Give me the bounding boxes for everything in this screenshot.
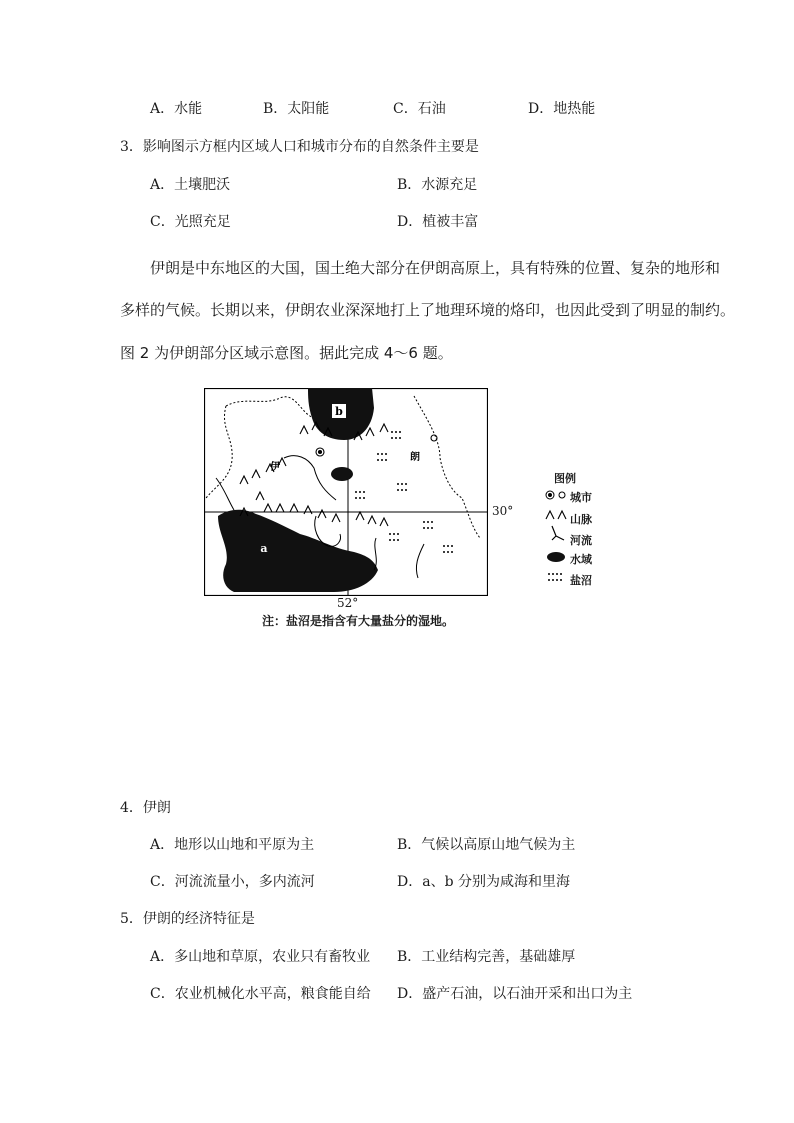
legend-river-icon	[552, 526, 564, 540]
legend-mountain-icon	[546, 511, 566, 519]
q3-option-d[interactable]: D．植被丰富	[397, 214, 479, 230]
q3-option-b[interactable]: B．水源充足	[397, 177, 478, 193]
lake	[331, 467, 353, 481]
q5-stem: 5．伊朗的经济特征是	[120, 911, 255, 927]
q4-option-c[interactable]: C．河流流量小，多内流河	[150, 874, 315, 890]
legend-item-marsh: 盐沼	[570, 574, 592, 587]
legend-item-mountain: 山脉	[570, 513, 592, 526]
q3-stem: 3．影响图示方框内区域人口和城市分布的自然条件主要是	[120, 139, 479, 155]
label-a: a	[260, 542, 268, 555]
label-iran-1: 伊	[270, 462, 280, 473]
q2-option-d[interactable]: D．地热能	[528, 101, 596, 117]
q3-option-c[interactable]: C．光照充足	[150, 214, 231, 230]
q5-option-b[interactable]: B．工业结构完善，基础雄厚	[397, 949, 576, 965]
label-b: b	[335, 405, 343, 418]
legend-item-river: 河流	[570, 534, 592, 547]
intro-line-3: 图 2 为伊朗部分区域示意图。据此完成 4～6 题。	[120, 344, 453, 362]
legend-marsh-icon	[548, 573, 562, 581]
q4-option-b[interactable]: B．气候以高原山地气候为主	[397, 837, 576, 853]
lat-label: 30°	[492, 504, 514, 518]
q2-option-b[interactable]: B．太阳能	[263, 101, 330, 117]
label-iran-2: 朗	[410, 452, 420, 463]
q5-option-c[interactable]: C．农业机械化水平高，粮食能自给	[150, 986, 371, 1002]
legend-city-icon	[546, 491, 565, 499]
intro-line-1: 伊朗是中东地区的大国，国土绝大部分在伊朗高原上，具有特殊的位置、复杂的地形和	[150, 259, 721, 277]
legend-item-water: 水域	[570, 553, 592, 566]
lon-label: 52°	[337, 596, 359, 610]
q5-option-d[interactable]: D．盛产石油，以石油开采和出口为主	[397, 986, 633, 1002]
intro-line-2: 多样的气候。长期以来，伊朗农业深深地打上了地理环境的烙印，也因此受到了明显的制约。	[120, 301, 736, 319]
q4-option-a[interactable]: A．地形以山地和平原为主	[150, 837, 315, 853]
q4-stem: 4．伊朗	[120, 800, 171, 816]
q5-option-a[interactable]: A．多山地和草原，农业只有畜牧业	[150, 949, 371, 965]
map-legend	[544, 470, 614, 590]
iran-region-map	[204, 388, 488, 596]
q2-option-a[interactable]: A．水能	[150, 101, 203, 117]
legend-water-icon	[547, 552, 565, 562]
legend-item-city: 城市	[570, 491, 592, 504]
q4-option-d[interactable]: D．a、b 分别为咸海和里海	[397, 874, 570, 890]
legend-title: 图例	[554, 472, 576, 485]
map-note: 注：盐沼是指含有大量盐分的湿地。	[262, 614, 455, 628]
q3-option-a[interactable]: A．土壤肥沃	[150, 177, 231, 193]
q2-option-c[interactable]: C．石油	[393, 101, 446, 117]
